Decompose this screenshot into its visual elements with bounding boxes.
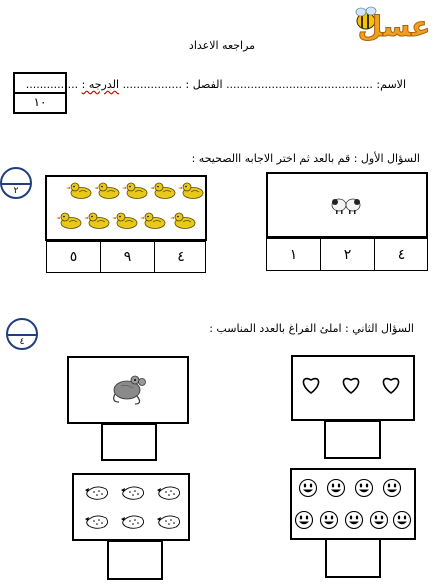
class-label: الفصل : <box>185 78 223 91</box>
strawberries-picture <box>74 475 188 539</box>
q2-score: ٤ <box>19 337 25 347</box>
q2-hearts-answer[interactable] <box>324 420 381 459</box>
smileys-picture <box>292 470 414 538</box>
q2-score-circle <box>6 318 38 350</box>
q2-strawberries-picture <box>72 473 190 541</box>
name-field[interactable]: .......................................... <box>226 78 373 91</box>
q2-strawberries-answer[interactable] <box>107 540 163 580</box>
logo <box>344 4 436 54</box>
q1-left-picture <box>45 175 207 241</box>
q1-title: السؤال الأول : قم بالعد ثم اختر الاجابه االصحيحه : <box>191 152 420 165</box>
q1-right-option-2[interactable]: ٢ <box>343 246 352 263</box>
q1-left-option-3[interactable]: ٤ <box>177 249 185 265</box>
q1-score: ٢ <box>13 186 19 196</box>
class-field[interactable]: ................. <box>122 78 183 91</box>
ducks-picture <box>47 177 205 239</box>
q1-left-options <box>46 241 206 273</box>
grade-total: ١٠ <box>33 95 47 109</box>
grade-field[interactable]: ............... <box>25 78 79 91</box>
q2-title: السؤال الثاني : املئ الفراغ بالعدد المناسب : <box>209 322 414 335</box>
q2-frog-answer[interactable] <box>101 423 157 461</box>
q1-left-option-1[interactable]: ٥ <box>69 249 78 265</box>
grade-label: الدرجه : <box>81 78 120 91</box>
name-label: الاسم: <box>376 78 406 91</box>
q2-smileys-picture <box>290 468 416 540</box>
header-fields <box>25 78 406 91</box>
q2-smileys-answer[interactable] <box>325 538 381 578</box>
q1-right-option-1[interactable]: ١ <box>289 246 298 263</box>
q1-left-option-2[interactable]: ٩ <box>123 249 132 265</box>
q1-right-option-3[interactable]: ٤ <box>397 246 406 263</box>
q2-hearts-picture <box>291 355 415 421</box>
logo-text: عسل <box>357 10 431 43</box>
frog-icon <box>69 358 187 422</box>
q1-right-options <box>266 238 428 271</box>
page-title: مراجعه الاعداد <box>188 39 256 52</box>
q2-frog-picture <box>67 356 189 424</box>
sheep-picture <box>268 174 426 236</box>
q1-right-picture <box>266 172 428 238</box>
hearts-picture <box>293 357 413 419</box>
q1-score-circle <box>0 167 32 199</box>
